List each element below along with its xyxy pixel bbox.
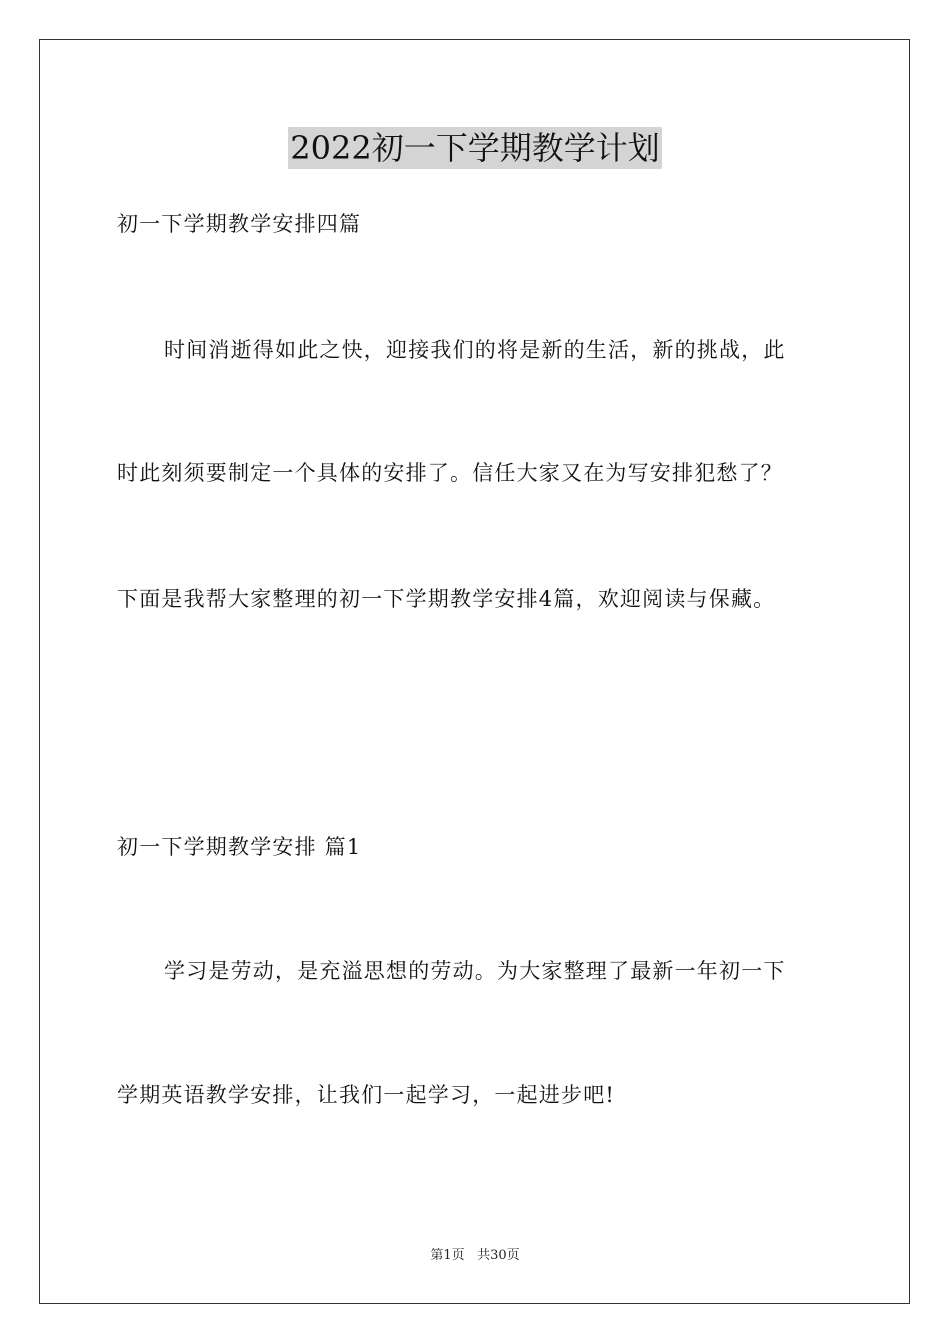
page-number: 第1页 bbox=[430, 1248, 465, 1263]
document-subtitle: 初一下学期教学安排四篇 bbox=[117, 212, 362, 236]
intro-line-1: 时间消逝得如此之快，迎接我们的将是新的生活，新的挑战，此 bbox=[164, 338, 786, 362]
section-line-2: 学期英语教学安排，让我们一起学习，一起进步吧! bbox=[117, 1083, 616, 1107]
intro-line-2: 时此刻须要制定一个具体的安排了。信任大家又在为写安排犯愁了？ bbox=[117, 461, 783, 485]
intro-line-3: 下面是我帮大家整理的初一下学期教学安排4篇，欢迎阅读与保藏。 bbox=[117, 587, 776, 611]
section-heading: 初一下学期教学安排 篇1 bbox=[117, 835, 362, 859]
section-line-1: 学习是劳动，是充溢思想的劳动。为大家整理了最新一年初一下 bbox=[164, 959, 786, 983]
page-total: 共30页 bbox=[477, 1248, 520, 1263]
document-title: 2022初一下学期教学计划 bbox=[290, 129, 660, 167]
page-footer bbox=[0, 1247, 950, 1265]
